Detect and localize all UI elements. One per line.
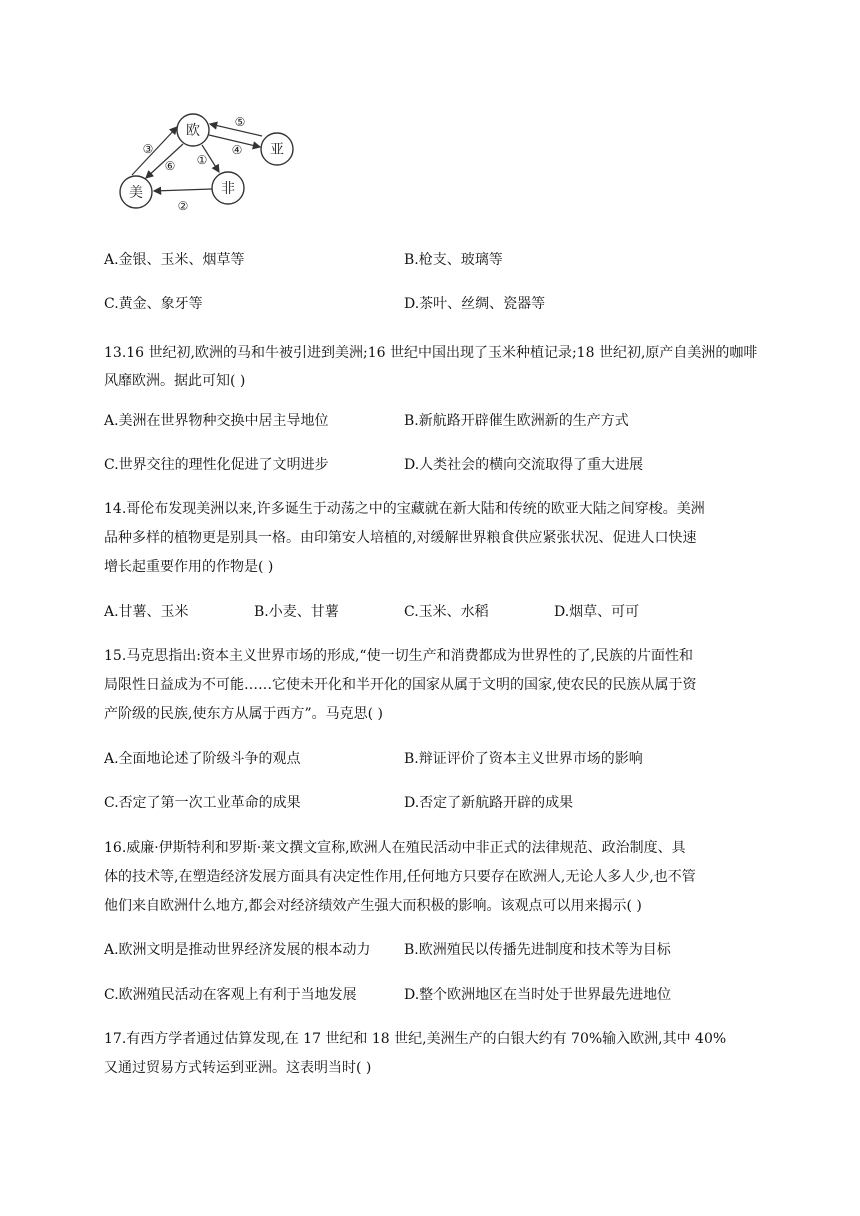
q15-stem-line-1: 15.马克思指出:资本主义世界市场的形成,“使一切生产和消费都成为世界性的了,民族的片面性和: [104, 648, 694, 664]
arrow-2-africa-to-america: [154, 189, 212, 191]
q14-stem-line-3: 增长起重要作用的作物是( ): [104, 559, 274, 575]
node-america-label: 美: [129, 185, 143, 201]
q16-option-c: C.欧洲殖民活动在客观上有利于当地发展: [104, 987, 357, 1003]
q15-option-a: A.全面地论述了阶级斗争的观点: [104, 751, 301, 767]
q15-option-d: D.否定了新航路开辟的成果: [404, 795, 574, 811]
arrow-label-6: ⑥: [164, 159, 176, 173]
arrow-label-4: ④: [231, 143, 243, 157]
q12-option-c: C.黄金、象牙等: [104, 296, 203, 312]
q12-option-a: A.金银、玉米、烟草等: [104, 252, 245, 268]
node-asia-label: 亚: [270, 142, 284, 158]
trade-route-diagram: [112, 108, 308, 216]
q16-option-d: D.整个欧洲地区在当时处于世界最先进地位: [404, 987, 672, 1003]
q13-option-b: B.新航路开辟催生欧洲新的生产方式: [404, 413, 629, 429]
q16-option-a: A.欧洲文明是推动世界经济发展的根本动力: [104, 942, 371, 958]
q15-option-c: C.否定了第一次工业革命的成果: [104, 795, 301, 811]
q13-option-a: A.美洲在世界物种交换中居主导地位: [104, 413, 329, 429]
q15-stem-line-3: 产阶级的民族,使东方从属于西方”。马克思( ): [104, 706, 383, 722]
arrow-label-5: ⑤: [234, 115, 246, 129]
q16-stem-line-1: 16.威廉·伊斯特利和罗斯·莱文撰文宣称,欧洲人在殖民活动中非正式的法律规范、政治制度、具: [104, 840, 686, 856]
q16-option-b: B.欧洲殖民以传播先进制度和技术等为目标: [404, 942, 671, 958]
q14-option-b: B.小麦、甘薯: [254, 604, 339, 620]
q14-stem-line-1: 14.哥伦布发现美洲以来,许多诞生于动荡之中的宝藏就在新大陆和传统的欧亚大陆之间穿梭。美洲: [104, 501, 705, 517]
q17-stem-line-1: 17.有西方学者通过估算发现,在 17 世纪和 18 世纪,美洲生产的白银大约有 70%输入欧洲,其中 40%: [104, 1031, 727, 1047]
arrow-label-1: ①: [196, 153, 208, 167]
node-africa-label: 非: [221, 181, 235, 197]
q13-option-c: C.世界交往的理性化促进了文明进步: [104, 457, 329, 473]
q15-stem-line-2: 局限性日益成为不可能……它使未开化和半开化的国家从属于文明的国家,使农民的民族从属于资: [104, 677, 697, 693]
q14-stem-line-2: 品种多样的植物更是别具一格。由印第安人培植的,对缓解世界粮食供应紧张状况、促进人口快速: [104, 530, 697, 546]
q17-stem-line-2: 又通过贸易方式转运到亚洲。这表明当时( ): [104, 1060, 372, 1076]
q13-option-d: D.人类社会的横向交流取得了重大进展: [404, 457, 644, 473]
q12-option-b: B.枪支、玻璃等: [404, 252, 503, 268]
arrow-label-2: ②: [177, 199, 189, 213]
q15-option-b: B.辩证评价了资本主义世界市场的影响: [404, 751, 643, 767]
q16-stem-line-3: 他们来自欧洲什么地方,都会对经济绩效产生强大而积极的影响。该观点可以用来揭示( ): [104, 898, 642, 914]
arrow-label-3: ③: [142, 142, 154, 156]
q14-option-a: A.甘薯、玉米: [104, 604, 189, 620]
q14-option-c: C.玉米、水稻: [404, 604, 489, 620]
q16-stem-line-2: 体的技术等,在塑造经济发展方面具有决定性作用,任何地方只要存在欧洲人,无论人多人少,也不管: [104, 869, 696, 885]
q14-option-d: D.烟草、可可: [554, 604, 640, 620]
q12-option-d: D.茶叶、丝绸、瓷器等: [404, 296, 546, 312]
q13-stem: 13.16 世纪初,欧洲的马和牛被引进到美洲;16 世纪中国出现了玉米种植记录;18 世纪初,原产自美洲的咖啡风靡欧洲。据此可知( ): [104, 345, 758, 389]
node-europe-label: 欧: [186, 123, 200, 139]
